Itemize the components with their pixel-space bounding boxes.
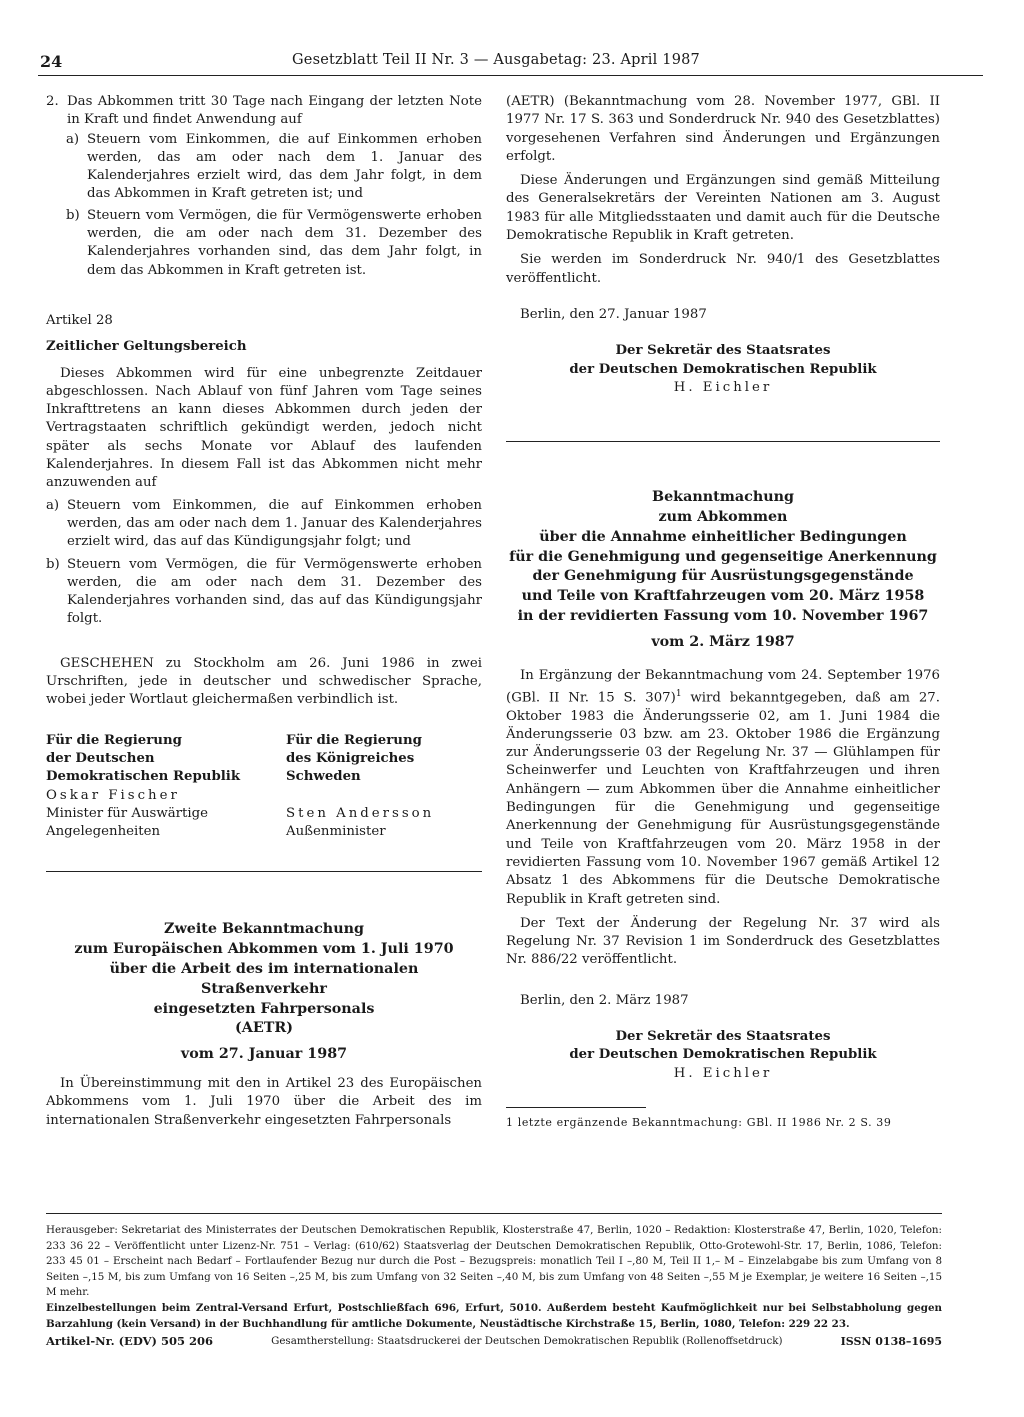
impressum-publisher: Herausgeber: Sekretariat des Ministerrates der Deutschen Demokratischen Republik, Klosterstraße 47, Berlin, 1020 – Redaktion: Klosterstraße 47, Berlin, 1020, Telefon: 233 36 22 – Veröffentlicht unter Lizenz-Nr. 751 – Verlag: (610/62) Staatsverlag der Deutschen Demokratischen Republik, Otto-Grotewohl-Str. 17, Berlin, 1086, Telefon: 233 45 01 – Erscheint nach Bedarf – Fortlaufender Bezug nur durch die Post – Bezugspreis: monatlich Teil I –,80 M, Teil II 1,– M – Einzelabgabe bis zum Umfang von 8 Seiten –,15 M, bis zum Umfang von 16 Seiten –,25 M, bis zum Umfang von 32 Seiten –,40 M, bis zum Umfang von 48 Seiten –,55 M je Exemplar, je weitere 16 Seiten –,15 M mehr. (46, 1224, 942, 1299)
article-28-subtitle: Zeitlicher Geltungsbereich (46, 339, 247, 355)
item-label: b) (46, 556, 60, 572)
item-text: Steuern vom Vermögen, die für Vermögenswerte erhoben werden, die am oder nach dem 31. Dezember des Kalenderjahres vorhanden sind, das auf das Kündigungsjahr folgt. (67, 556, 482, 627)
impressum-rule (46, 1213, 942, 1214)
page-number: 24 (40, 52, 63, 71)
signature-block-2 (506, 1028, 940, 1083)
signature-line: der Deutschen Demokratischen Republik (569, 361, 877, 377)
article-28-a (46, 497, 482, 552)
heading-line: für die Genehmigung und gegenseitige Anerkennung (509, 548, 937, 565)
aetr-paragraph-2: Diese Änderungen und Ergänzungen sind gemäß Mitteilung des Generalsekretärs der Vereinten Nationen am 3. August 1983 für alle Mitgliedsstaaten und damit auch für die Deutsche Demokratische Republik in Kraft getreten. (506, 173, 940, 244)
signature-block-1 (506, 342, 940, 397)
aetr-continuation: (AETR) (Bekanntmachung vom 28. November 1977, GBl. II 1977 Nr. 17 S. 363 und Sonderdruck Nr. 940 des Gesetzblattes) vorgesehenen Verfahren sind Änderungen und Ergänzungen erfolgt. (506, 94, 940, 164)
printer: Gesamtherstellung: Staatsdruckerei der Deutschen Demokratischen Republik (Rollenoffsetdruck) (271, 1335, 783, 1348)
signature-line: Demokratischen Republik (46, 769, 241, 785)
bekanntmachung-heading (506, 488, 940, 652)
section-rule (46, 871, 482, 872)
heading-line: Zweite Bekanntmachung (164, 921, 364, 938)
footnote-marker: 1 (675, 688, 682, 699)
aetr-paragraph-3: Sie werden im Sonderdruck Nr. 940/1 des Gesetzblattes veröffentlicht. (506, 252, 940, 286)
bekanntmachung-paragraph-2: Der Text der Änderung der Regelung Nr. 37 wird als Regelung Nr. 37 Revision 1 im Sonderdruck des Gesetzblattes Nr. 886/22 veröffentlicht. (506, 915, 940, 968)
article-28-title: Artikel 28 (46, 312, 113, 328)
text-run: wird bekanntgegeben, daß am 27. Oktober 1983 die Änderungsserie 02, am 1. Juni 1984 die Änderungsserie 03 bzw. am 23. Oktober 1986 die Ergänzung zur Änderungsserie 03 der Regelung Nr. 37 — Glühlampen für Scheinwerfer und Leuchten von Kraftfahrzeugen und ihren Anhängern — zum Abkommen über die Annahme einheitlicher Bedingungen für die Genehmigung und gegenseitige Anerkennung der Genehmigung für Ausrüstungsgegenstände und Teile von Kraftfahrzeugen vom 20. März 1958 in der revidierten Fassung vom 10. November 1967 gemäß Artikel 12 Absatz 1 des Abkommens für die Deutsche Demokratische Republik in Kraft getreten sind. (506, 690, 940, 907)
signature-line: Der Sekretär des Staatsrates (615, 343, 831, 359)
heading-line: zum Europäischen Abkommen vom 1. Juli 1970 (74, 941, 454, 958)
heading-line: der Genehmigung für Ausrüstungsgegenstände (532, 568, 914, 585)
place-date-1: Berlin, den 27. Januar 1987 (520, 306, 707, 322)
signatory-position: Außenminister (286, 823, 386, 839)
section-rule (506, 441, 940, 442)
heading-line: und Teile von Kraftfahrzeugen vom 20. März 1958 (521, 588, 925, 605)
footnote-rule (506, 1107, 646, 1108)
heading-line: zum Abkommen (658, 508, 788, 525)
item-2a (46, 131, 482, 204)
right-column (506, 93, 940, 1132)
heading-line: Bekanntmachung (651, 489, 795, 506)
header-rule (38, 75, 983, 76)
item-2b (46, 207, 482, 280)
signatory-position: Angelegenheiten (46, 824, 161, 840)
text-run: In Ergänzung der Bekanntmachung vom 24. September 1976 (GBl. II Nr. 15 S. 307) (506, 667, 940, 706)
left-column (46, 93, 482, 1130)
signature-line: des Königreiches Schweden (286, 750, 415, 785)
heading-date: vom 27. Januar 1987 (180, 1046, 348, 1063)
item-text: Steuern vom Einkommen, die auf Einkommen erhoben werden, das am oder nach dem 1. Januar des Kalenderjahres erzielt wird, das dem Jahr folgt, in dem das Abkommen in Kraft getreten ist; und (87, 131, 482, 202)
item-label: a) (46, 497, 60, 513)
impressum-bottom-line (46, 1334, 942, 1350)
impressum (46, 1223, 942, 1350)
heading-line: eingesetzten Fahrpersonals (153, 1000, 375, 1017)
zweite-bekanntmachung-text: In Übereinstimmung mit den in Artikel 23 des Europäischen Abkommens vom 1. Juli 1970 über die Arbeit des im internationalen Straßenverkehr eingesetzten Fahrpersonals (46, 1075, 482, 1128)
item-text: Steuern vom Einkommen, die auf Einkommen erhoben werden, das am oder nach dem 1. Januar des Kalenderjahres erzielt wird, das auf das Kündigungsjahr folgt; und (67, 497, 482, 550)
article-28-text: Dieses Abkommen wird für eine unbegrenzte Zeitdauer abgeschlossen. Nach Ablauf von fünf Jahren vom Tage seines Inkrafttretens an kann dieses Abkommen durch jeden der Vertragstaaten schriftlich gekündigt werden, jedoch nicht später als sechs Monate vor Ablauf des laufenden Kalenderjahres. In diesem Fall ist das Abkommen nicht mehr anzuwenden auf (46, 365, 482, 491)
heading-line: in der revidierten Fassung vom 10. November 1967 (517, 607, 929, 624)
impressum-orders: Einzelbestellungen beim Zentral-Versand Erfurt, Postschließfach 696, Erfurt, 5010. Außerdem besteht Kaufmöglichkeit nur bei Selbstabholung gegen Barzahlung (kein Versand) in der Buchhandlung für amtliche Dokumente, Neustädtische Kirchstraße 15, Berlin, 1080, Telefon: 229 22 23. (46, 1301, 942, 1330)
signature-sweden (286, 732, 482, 842)
item-label: b) (66, 207, 80, 223)
place-date-2: Berlin, den 2. März 1987 (520, 992, 689, 1008)
signature-line: der Deutschen (46, 750, 155, 766)
geschehen-text: GESCHEHEN zu Stockholm am 26. Juni 1986 in zwei Urschriften, jede in deutscher und schwedischer Sprache, wobei jeder Wortlaut gleichermaßen verbindlich ist. (46, 655, 482, 708)
heading-date: vom 2. März 1987 (651, 633, 795, 650)
bekanntmachung-paragraph-1 (506, 667, 940, 909)
article-28-b (46, 556, 482, 629)
heading-line: über die Arbeit des im internationalen Straßenverkehr (109, 960, 419, 997)
heading-line: über die Annahme einheitlicher Bedingungen (539, 528, 907, 545)
signature-line: Der Sekretär des Staatsrates (615, 1029, 831, 1044)
signatures (46, 732, 482, 842)
signatory-position: Minister für Auswärtige (46, 805, 209, 821)
signatory-name: H. Eichler (673, 1065, 773, 1081)
item-number: 2. (46, 94, 59, 109)
heading-line: (AETR) (234, 1020, 294, 1037)
issn: ISSN 0138–1695 (840, 1335, 942, 1349)
signatory-name: H. Eichler (673, 379, 773, 395)
signatory-name: Sten Andersson (286, 805, 435, 821)
paragraph-item-2 (46, 93, 482, 130)
signatory-name: Oskar Fischer (46, 787, 180, 803)
signature-line: der Deutschen Demokratischen Republik (569, 1047, 877, 1063)
zweite-bekanntmachung-heading (46, 920, 482, 1065)
item-text: Das Abkommen tritt 30 Tage nach Eingang der letzten Note in Kraft und findet Anwendung auf (67, 94, 482, 128)
signature-line: Für die Regierung (46, 732, 182, 748)
signature-gdr (46, 732, 276, 842)
item-label: a) (66, 131, 80, 147)
article-number: Artikel-Nr. (EDV) 505 206 (46, 1334, 213, 1349)
footnote: 1 letzte ergänzende Bekanntmachung: GBl. II 1986 Nr. 2 S. 39 (506, 1115, 892, 1129)
item-text: Steuern vom Vermögen, die für Vermögenswerte erhoben werden, die am oder nach dem 31. Dezember des Kalenderjahres vorhanden sind, das dem Jahr folgt, in dem das Abkommen in Kraft getreten ist. (87, 207, 482, 278)
signature-line: Für die Regierung (286, 732, 422, 748)
page-header-title: Gesetzblatt Teil II Nr. 3 — Ausgabetag: 23. April 1987 (292, 52, 700, 68)
